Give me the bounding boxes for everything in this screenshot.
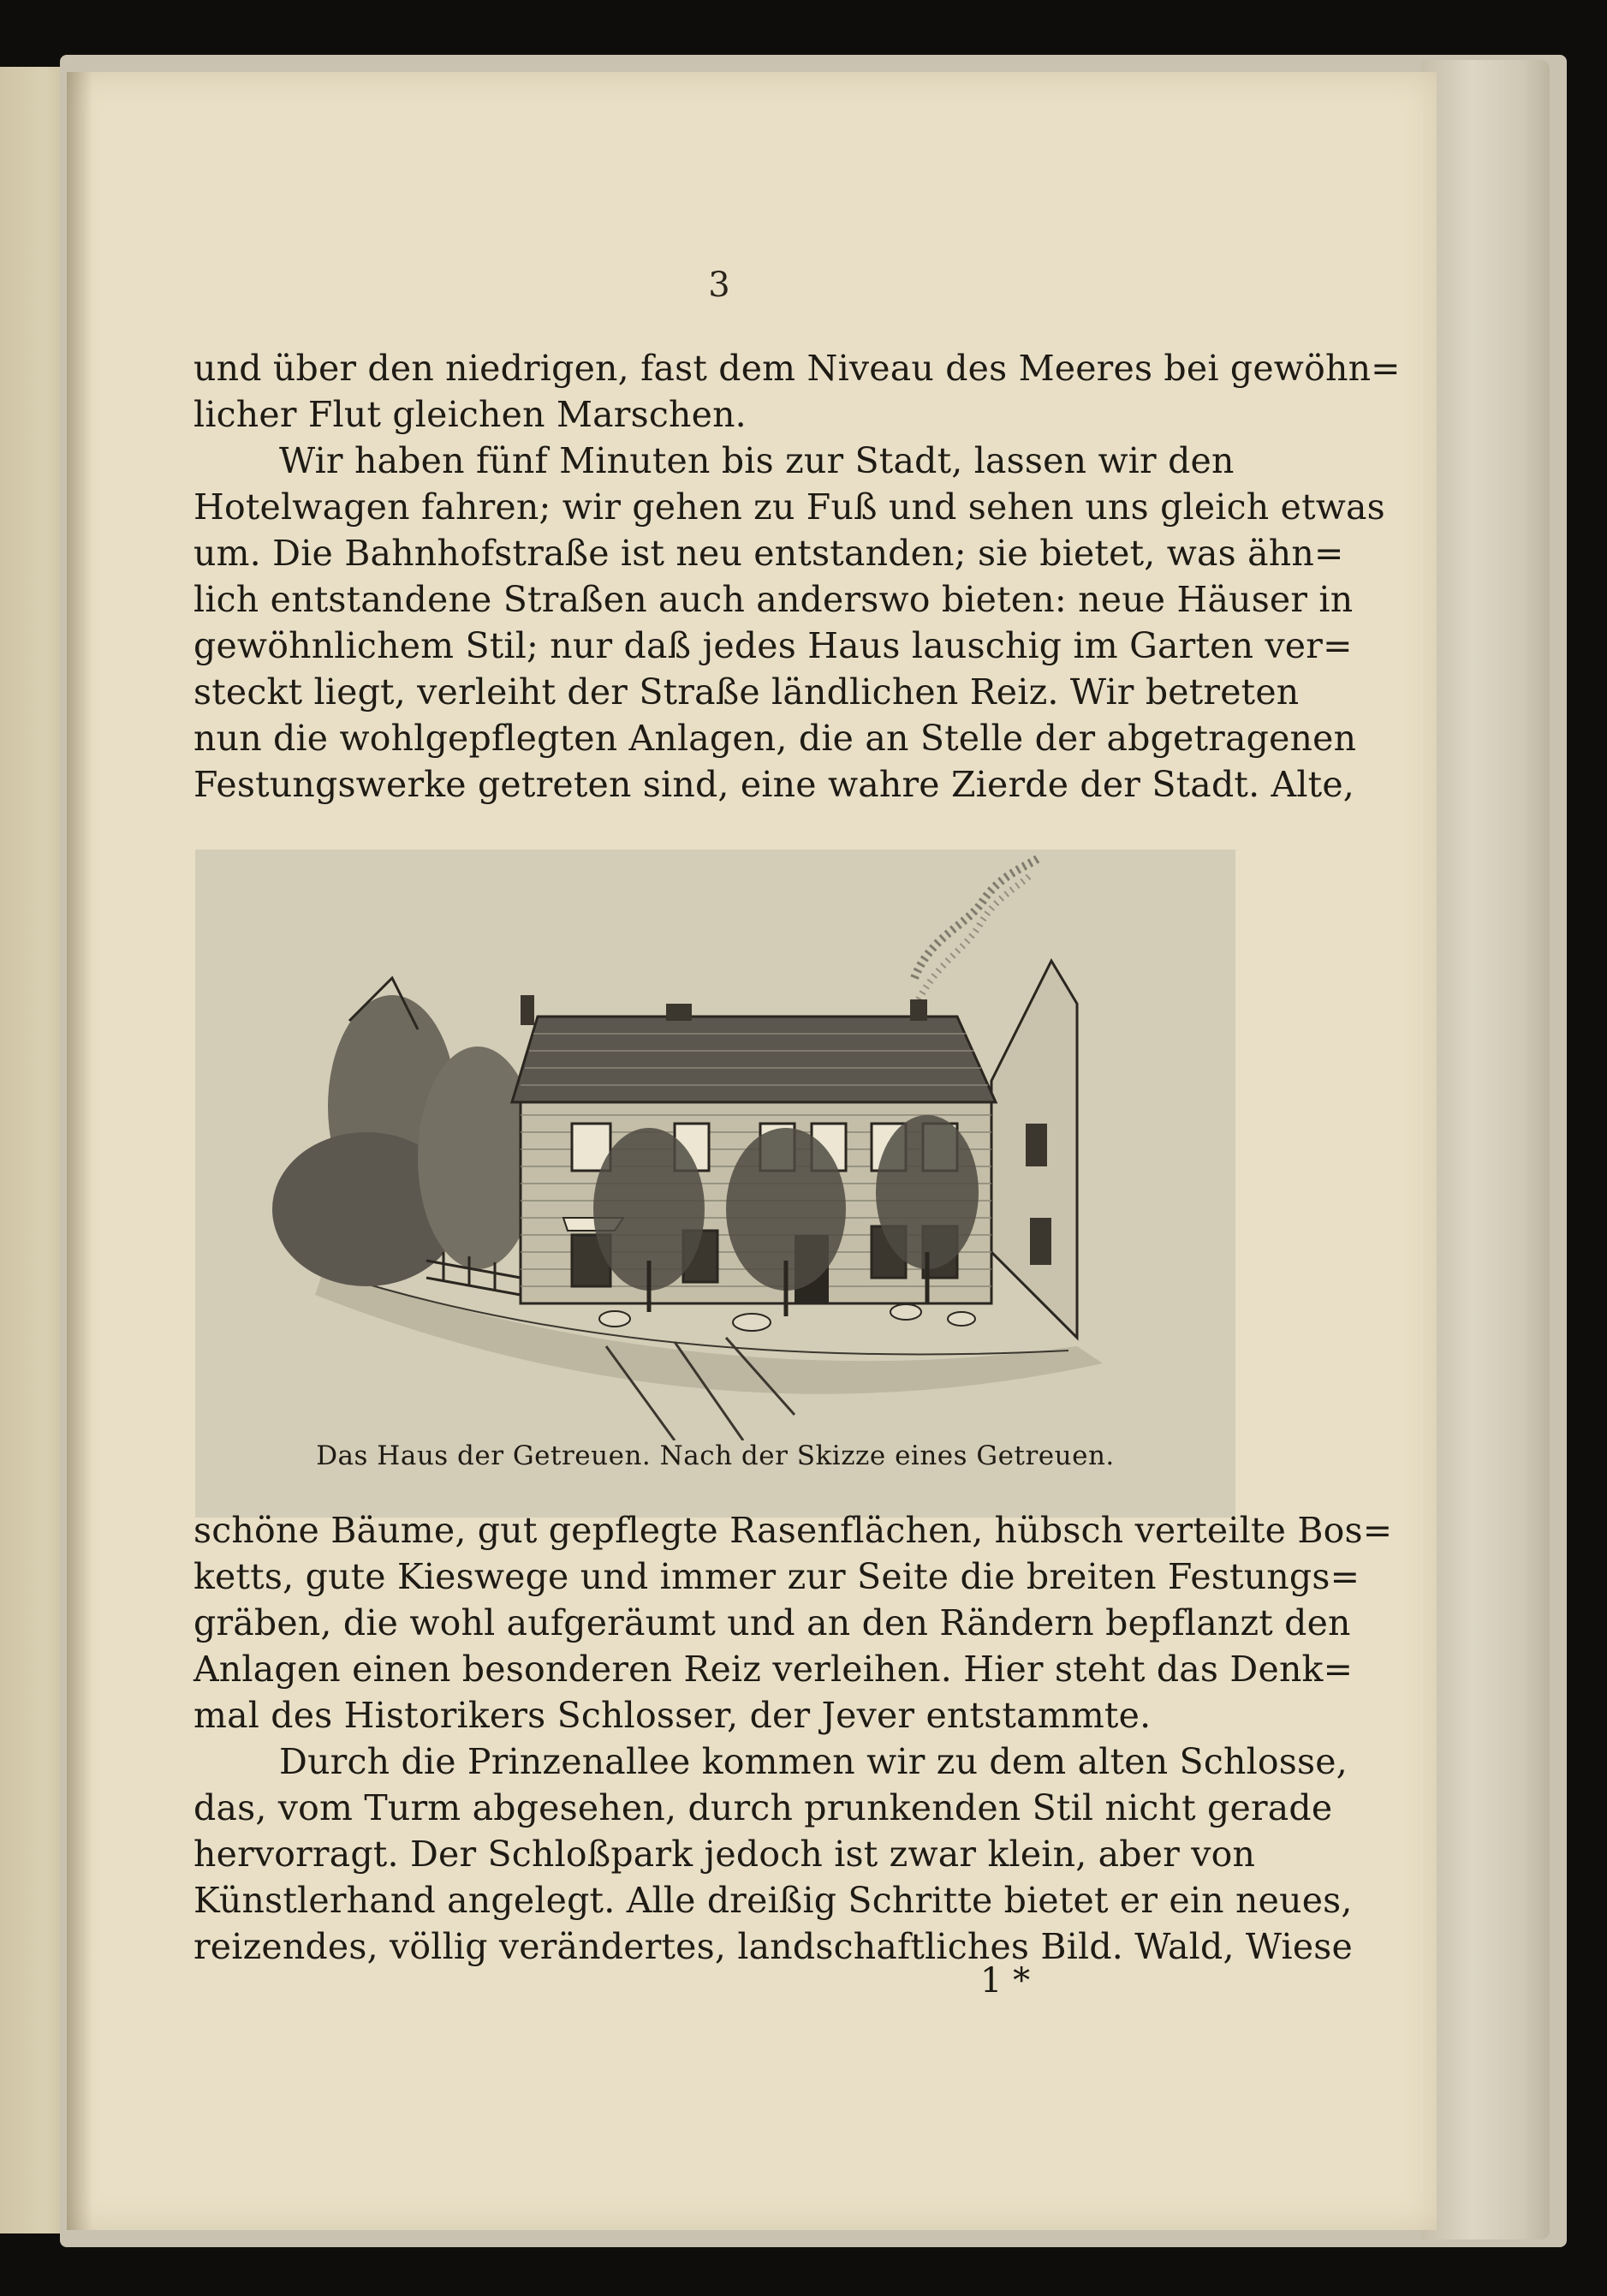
text-line: Künstlerhand angelegt. Alle dreißig Schritte bietet er ein neues, [193, 1880, 1353, 1921]
house-illustration [195, 850, 1235, 1440]
text-line: Wir haben fünf Minuten bis zur Stadt, lassen wir den [279, 440, 1235, 481]
text-line: schöne Bäume, gut gepflegte Rasenflächen, hübsch verteilte Bos= [193, 1510, 1393, 1551]
figure-plate [195, 850, 1235, 1518]
text-line: und über den niedrigen, fast dem Niveau des Meeres bei gewöhn= [193, 348, 1401, 389]
text-line: gräben, die wohl aufgeräumt und an den Rändern bepflanzt den [193, 1602, 1351, 1643]
text-line: gewöhnlichem Stil; nur daß jedes Haus lauschig im Garten ver= [193, 625, 1353, 666]
text-line: Durch die Prinzenallee kommen wir zu dem alten Schlosse, [279, 1741, 1348, 1782]
text-line: Hotelwagen fahren; wir gehen zu Fuß und sehen uns gleich etwas [193, 486, 1385, 528]
text-line: steckt liegt, verleiht der Straße ländlichen Reiz. Wir betreten [193, 671, 1300, 713]
page-gutter-shadow [67, 72, 92, 2230]
text-line: um. Die Bahnhofstraße ist neu entstanden; sie bietet, was ähn= [193, 533, 1344, 574]
text-line: nun die wohlgepflegten Anlagen, die an Stelle der abgetragenen [193, 718, 1357, 759]
text-line: das, vom Turm abgesehen, durch prunkenden Stil nicht gerade [193, 1787, 1333, 1828]
text-line: lich entstandene Straßen auch anderswo bieten: neue Häuser in [193, 579, 1354, 620]
signature-mark: 1 * [980, 1961, 1031, 2001]
text-line: licher Flut gleichen Marschen. [193, 394, 747, 435]
text-block-bottom [193, 1507, 1393, 1970]
text-line: Anlagen einen besonderen Reiz verleihen. Hier steht das Denk= [193, 1649, 1354, 1690]
text-line: Festungswerke getreten sind, eine wahre Zierde der Stadt. Alte, [193, 764, 1355, 805]
figure-caption: Das Haus der Getreuen. Nach der Skizze eines Getreuen. [316, 1440, 1115, 1471]
text-line: reizendes, völlig verändertes, landschaftliches Bild. Wald, Wiese [193, 1926, 1354, 1967]
text-block-top [193, 345, 1401, 808]
text-line: mal des Historikers Schlosser, der Jever entstammte. [193, 1695, 1152, 1736]
text-line: hervorragt. Der Schloßpark jedoch ist zwar klein, aber von [193, 1834, 1256, 1875]
cover-edge [1421, 60, 1550, 2239]
text-line: ketts, gute Kieswege und immer zur Seite die breiten Festungs= [193, 1556, 1360, 1597]
page-number: 3 [708, 265, 730, 305]
